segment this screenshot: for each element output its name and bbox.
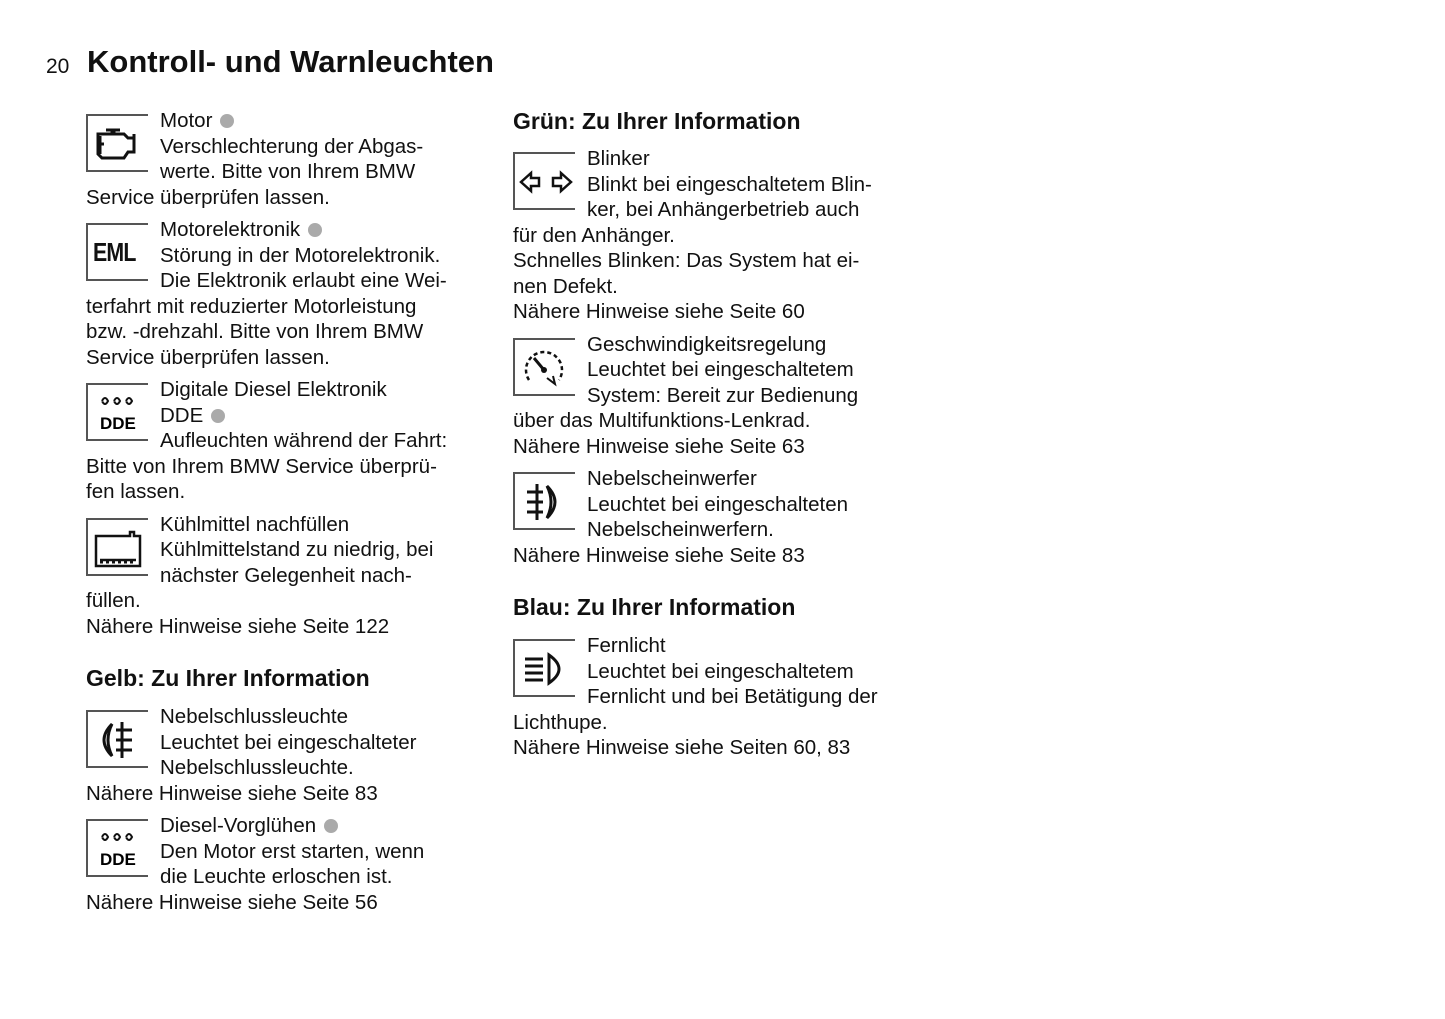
entry-glow	[86, 813, 501, 915]
blinker-text-5: nen Defekt.	[513, 274, 618, 298]
eml-text-4: bzw. -drehzahl. Bitte von Ihrem BMW	[86, 320, 424, 343]
fog-light-icon	[513, 472, 575, 530]
entry-motor	[86, 108, 501, 210]
svg-text:DDE: DDE	[100, 414, 136, 433]
high-beam-reference: Nähere Hinweise siehe Seiten 60, 83	[513, 736, 851, 759]
glow-plug-icon	[86, 819, 148, 877]
blinker-title: Blinker	[587, 147, 650, 170]
rear-fog-text-1: Leuchtet bei eingeschalteter	[160, 730, 417, 754]
eml-text-2: Die Elektronik erlaubt eine Wei-	[160, 269, 447, 292]
left-column	[86, 108, 501, 922]
glow-reference: Nähere Hinweise siehe Seite 56	[86, 890, 378, 914]
status-dot-icon	[211, 409, 225, 423]
entry-fog	[513, 466, 928, 568]
blinker-text-1: Blinkt bei eingeschaltetem Blin-	[587, 172, 872, 196]
eml-title: Motorelektronik	[160, 218, 301, 241]
turn-signal-icon	[513, 152, 575, 210]
eml-text-5: Service überprüfen lassen.	[86, 345, 330, 369]
high-beam-text-2: Fernlicht und bei Betätigung der	[587, 685, 878, 708]
entry-cruise	[513, 332, 928, 460]
coolant-title: Kühlmittel nachfüllen	[160, 512, 350, 536]
cruise-control-icon	[513, 338, 575, 396]
motor-text-3: Service überprüfen lassen.	[86, 185, 330, 209]
coolant-reference: Nähere Hinweise siehe Seite 122	[86, 614, 390, 638]
coolant-text-2: nächster Gelegenheit nach-	[160, 563, 412, 587]
cruise-text-1: Leuchtet bei eingeschaltetem	[587, 358, 854, 381]
coolant-icon	[86, 518, 148, 576]
coolant-text-3: füllen.	[86, 589, 141, 612]
fog-reference: Nähere Hinweise siehe Seite 83	[513, 543, 805, 567]
dde-text-2: Bitte von Ihrem BMW Service überprü-	[86, 454, 437, 478]
blinker-text-3: für den Anhänger.	[513, 223, 675, 247]
motor-title: Motor	[160, 109, 213, 132]
high-beam-icon	[513, 639, 575, 697]
entry-rear-fog	[86, 704, 501, 806]
dde-title: Digitale Diesel Elektronik	[160, 378, 387, 401]
status-dot-icon	[324, 819, 338, 833]
entry-high-beam	[513, 633, 928, 761]
motor-text-1: Verschlechterung der Abgas-	[160, 134, 424, 158]
rear-fog-reference: Nähere Hinweise siehe Seite 83	[86, 781, 378, 805]
section-heading-green: Grün: Zu Ihrer Information	[513, 108, 801, 134]
dde-title-2: DDE	[160, 403, 204, 427]
entry-coolant	[86, 512, 501, 640]
cruise-text-2: System: Bereit zur Bedienung	[587, 383, 859, 407]
eml-text-3: terfahrt mit reduzierter Motorleistung	[86, 294, 417, 318]
glow-text-1: Den Motor erst starten, wenn	[160, 839, 425, 863]
blinker-text-2: ker, bei Anhängerbetrieb auch	[587, 198, 860, 221]
fog-text-2: Nebelscheinwerfern.	[587, 518, 774, 541]
entry-dde	[86, 377, 501, 505]
glow-title: Diesel-Vorglühen	[160, 814, 317, 837]
page-number: 20	[46, 55, 70, 78]
page-title: Kontroll- und Warnleuchten	[87, 44, 494, 79]
section-heading-yellow: Gelb: Zu Ihrer Information	[86, 665, 370, 691]
high-beam-text-3: Lichthupe.	[513, 710, 608, 734]
status-dot-icon	[308, 223, 322, 237]
eml-icon: EML	[86, 223, 148, 281]
right-column	[513, 108, 928, 768]
rear-fog-text-2: Nebelschlussleuchte.	[160, 756, 354, 779]
motor-text-2: werte. Bitte von Ihrem BMW	[160, 160, 416, 183]
cruise-text-3: über das Multifunktions-Lenkrad.	[513, 409, 811, 432]
cruise-reference: Nähere Hinweise siehe Seite 63	[513, 434, 805, 458]
rear-fog-title: Nebelschlussleuchte	[160, 705, 349, 728]
dde-text-1: Aufleuchten während der Fahrt:	[160, 429, 448, 452]
engine-icon	[86, 114, 148, 172]
coolant-text-1: Kühlmittelstand zu niedrig, bei	[160, 538, 434, 561]
high-beam-title: Fernlicht	[587, 634, 666, 657]
blinker-reference: Nähere Hinweise siehe Seite 60	[513, 300, 805, 323]
entry-eml	[86, 217, 501, 370]
entry-blinker	[513, 146, 928, 325]
cruise-title: Geschwindigkeitsregelung	[587, 332, 827, 356]
glow-text-2: die Leuchte erloschen ist.	[160, 865, 393, 888]
dde-text-3: fen lassen.	[86, 480, 186, 503]
svg-text:DDE: DDE	[100, 850, 136, 869]
dde-icon	[86, 383, 148, 441]
blinker-text-4: Schnelles Blinken: Das System hat ei-	[513, 249, 860, 272]
status-dot-icon	[220, 114, 234, 128]
fog-text-1: Leuchtet bei eingeschalteten	[587, 492, 849, 516]
fog-title: Nebelscheinwerfer	[587, 467, 757, 490]
rear-fog-light-icon	[86, 710, 148, 768]
section-heading-blue: Blau: Zu Ihrer Information	[513, 594, 796, 620]
high-beam-text-1: Leuchtet bei eingeschaltetem	[587, 659, 854, 683]
eml-text-1: Störung in der Motorelektronik.	[160, 243, 441, 267]
